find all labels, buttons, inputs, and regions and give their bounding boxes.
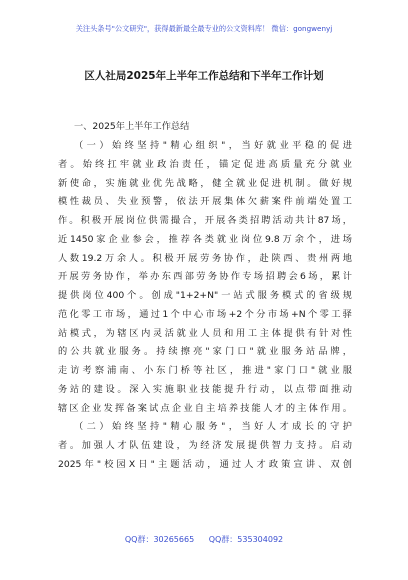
paragraph-line: 站模式，为辖区内灵活就业人员和用工主体提供有针对性 <box>58 327 352 339</box>
paragraph-line: 模性裁员、失业预警，依法开展集体欠薪案件前端处置工 <box>58 196 352 208</box>
document-body <box>58 137 352 475</box>
paragraph-line: 新使命，实施就业优先战略，健全就业促进机制。做好规 <box>58 177 352 189</box>
paragraph-line: 开展劳务协作，举办东西部劳务协作专场招聘会6场，累计 <box>58 271 352 283</box>
paragraph-line: 提供岗位400个。创成"1+2+N"一站式服务模式的省级规 <box>58 290 352 301</box>
paragraph-line: 者。始终扛牢就业政治责任，锚定促进高质量充分就业 <box>58 158 352 170</box>
section-heading: 一、2025年上半年工作总结 <box>74 121 190 132</box>
paragraph-line: 的公共就业服务。持续擦亮"家门口"就业服务站品牌， <box>58 346 352 358</box>
paragraph-line: 走访考察浦南、小东门桥等社区，推进"家门口"就业服 <box>58 365 352 376</box>
paragraph-line: 范化零工市场，通过1个中心市场+2个分市场+N个零工驿 <box>58 308 352 320</box>
paragraph-line: 2025年"校园X日"主题活动，通过人才政策宣讲、双创 <box>58 458 352 470</box>
footer-qq-group-2: QQ群：535304092 <box>208 535 284 544</box>
paragraph-line: 辖区企业发挥备案试点企业自主培养技能人才的主体作用。 <box>58 402 352 414</box>
footer-contacts <box>0 534 408 545</box>
paragraph-line: 人数19.2万余人。积极开展劳务协作，赴陕西、贵州两地 <box>58 252 352 264</box>
paragraph-line: 作。积极开展岗位供需撮合，开展各类招聘活动共计87场， <box>58 215 352 226</box>
paragraph-line: 者。加强人才队伍建设，为经济发展提供智力支持。启动 <box>58 440 352 451</box>
paragraph-line: 近1450家企业参会，推荐各类就业岗位9.8万余个，进场 <box>58 233 352 245</box>
document-title: 区人社局2025年上半年工作总结和下半年工作计划 <box>84 70 324 82</box>
paragraph-line: （一）始终坚持"精心组织"，当好就业平稳的促进 <box>74 140 352 151</box>
paragraph-line: （二）始终坚持"精心服务"，当好人才成长的守护 <box>74 421 352 433</box>
footer-qq-group-1: QQ群：30265665 <box>124 535 195 544</box>
header-notice: 关注头条号"公文研究"，获得最新最全最专业的公文资料库！ 微信：gongwenyj <box>75 24 333 33</box>
paragraph-line: 务站的建设。深入实施职业技能提升行动，以点带面推动 <box>58 383 352 395</box>
